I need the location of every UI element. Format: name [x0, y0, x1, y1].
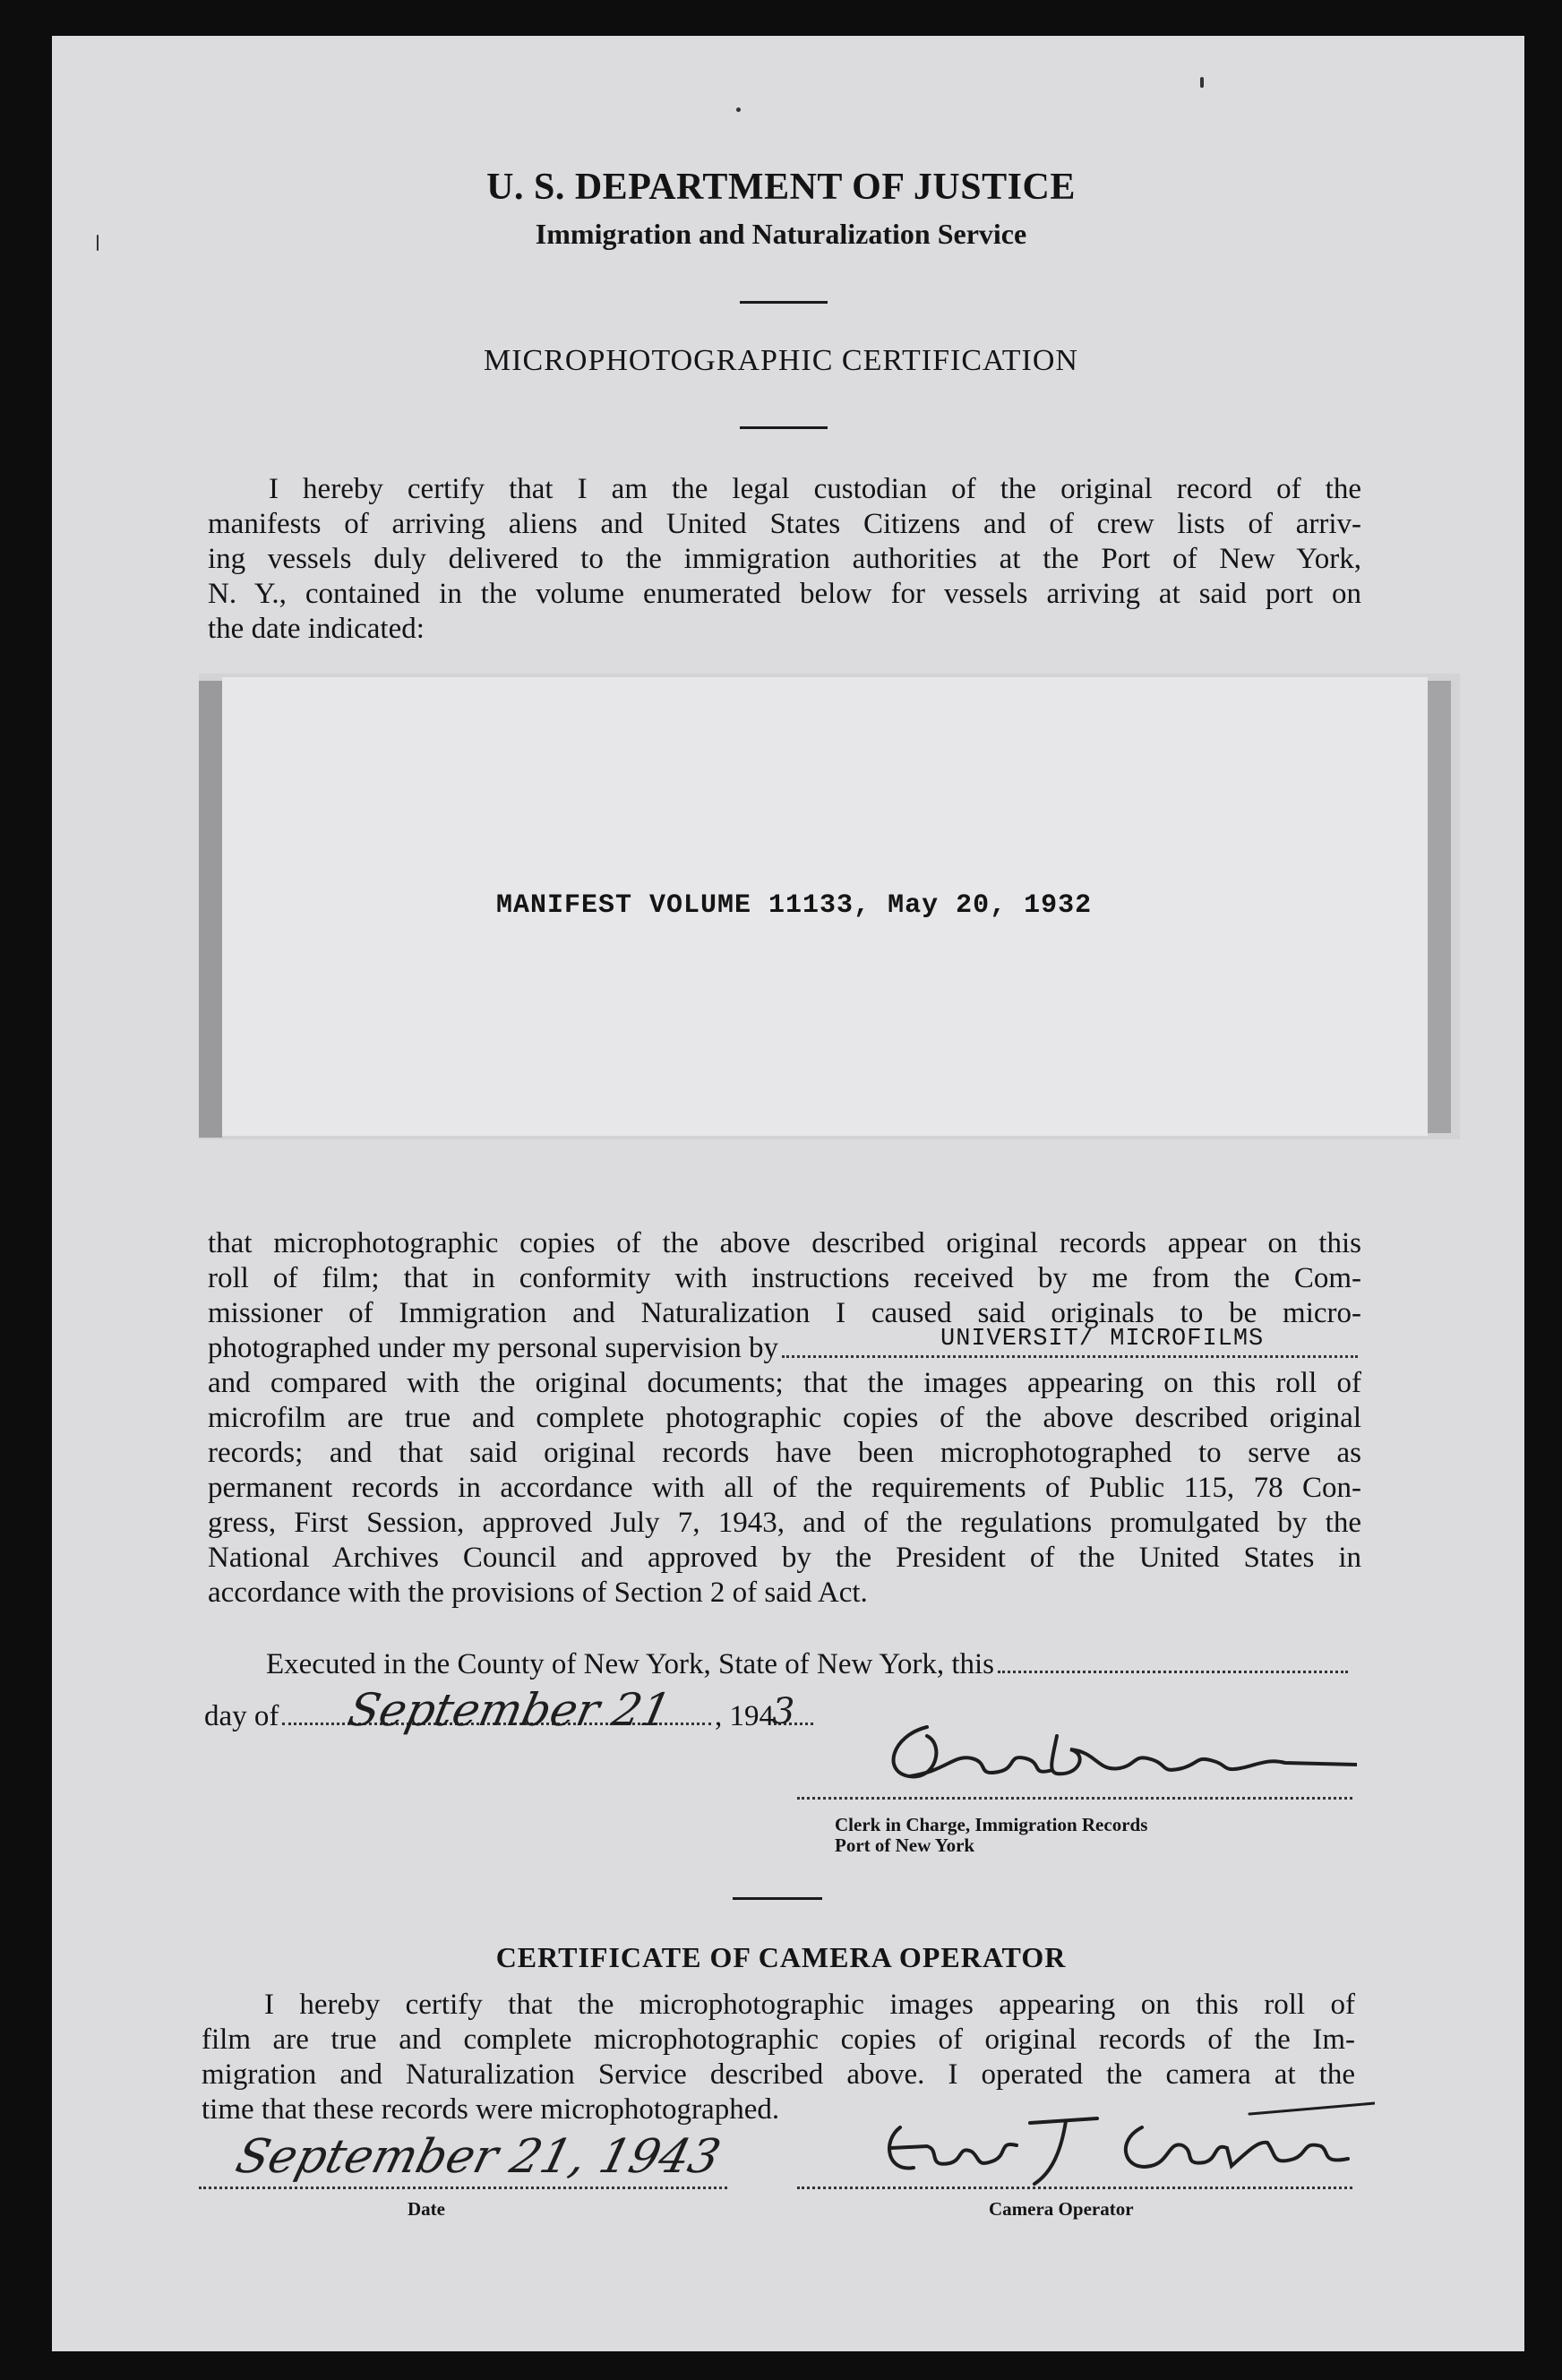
divider: [733, 1897, 822, 1900]
typed-supervisor-name: UNIVERSIT/ MICROFILMS: [940, 1326, 1265, 1353]
camera-operator-label: Camera Operator: [989, 2198, 1134, 2220]
divider: [740, 426, 828, 429]
text-line: accordance with the provisions of Section 2 of said Act.: [208, 1577, 868, 1609]
certification-heading: MICROPHOTOGRAPHIC CERTIFICATION: [483, 344, 1078, 377]
clerk-signature: [873, 1709, 1357, 1790]
strip-edge-right: [1428, 681, 1451, 1133]
year-prefix: , 194: [715, 1700, 774, 1732]
executed-line: [266, 1648, 1352, 1681]
document-subtitle: Immigration and Naturalization Service: [535, 218, 1027, 250]
divider: [740, 301, 828, 304]
supervision-text: photographed under my personal supervision by: [208, 1332, 778, 1364]
date-label: Date: [408, 2198, 445, 2220]
text-line: ing vessels duly delivered to the immigration authorities at the Port of New York,: [208, 543, 1361, 575]
text-line: microfilm are true and complete photographic copies of the above described original: [208, 1402, 1361, 1434]
certification-paragraph: [208, 1226, 1361, 1611]
text-line: migration and Naturalization Service described above. I operated the camera at the: [202, 2058, 1355, 2091]
film-speck: [736, 107, 741, 112]
fill-dots: [782, 1355, 1358, 1358]
text-line: the date indicated:: [208, 613, 425, 645]
signature-line: [797, 1797, 1352, 1800]
camera-operator-signature: [873, 2087, 1375, 2195]
document-title: U. S. DEPARTMENT OF JUSTICE: [486, 167, 1076, 208]
clerk-location: Port of New York: [835, 1834, 975, 1856]
film-speck: [1200, 77, 1204, 88]
handwritten-execution-date: September 21: [343, 1684, 676, 1736]
intro-paragraph: [208, 472, 1361, 647]
text-line: I hereby certify that I am the legal custodian of the original record of the: [269, 473, 1361, 505]
text-line: time that these records were microphotographed.: [202, 2093, 780, 2126]
text-line: missioner of Immigration and Naturalization I caused said originals to be micro-: [208, 1297, 1361, 1329]
text-line: film are true and complete microphotographic copies of original records of the Im-: [202, 2023, 1355, 2056]
handwritten-camera-date: September 21, 1943: [230, 2130, 726, 2184]
operator-line: [797, 2187, 1352, 2189]
camera-certificate-heading: CERTIFICATE OF CAMERA OPERATOR: [495, 1941, 1067, 1973]
clerk-title: Clerk in Charge, Immigration Records: [835, 1814, 1148, 1835]
day-of-text: day of: [204, 1700, 279, 1732]
fill-dots: [998, 1671, 1348, 1673]
text-line: I hereby certify that the microphotographic images appearing on this roll of: [264, 1989, 1355, 2021]
text-line: gress, First Session, approved July 7, 1943, and of the regulations promulgated by the: [208, 1507, 1361, 1539]
text-line: permanent records in accordance with all of the requirements of Public 115, 78 Con-: [208, 1472, 1361, 1504]
strip-edge-left: [199, 681, 222, 1138]
text-line: records; and that said original records have been microphotographed to serve as: [208, 1437, 1361, 1469]
text-line: roll of film; that in conformity with instructions received by me from the Com-: [208, 1262, 1361, 1294]
text-line: manifests of arriving aliens and United States Citizens and of crew lists of arriv-: [208, 508, 1361, 540]
handwritten-year-digit: 3: [772, 1691, 795, 1732]
text-line: N. Y., contained in the volume enumerated below for vessels arriving at said port on: [208, 578, 1361, 610]
text-line: National Archives Council and approved by the President of the United States in: [208, 1542, 1361, 1574]
executed-text: Executed in the County of New York, State of New York, this: [266, 1648, 995, 1680]
text-line: and compared with the original documents; that the images appearing on this roll of: [208, 1367, 1361, 1399]
manifest-volume-label: MANIFEST VOLUME 11133, May 20, 1932: [496, 890, 1093, 921]
text-line: that microphotographic copies of the above described original records appear on this: [208, 1227, 1361, 1259]
date-line: [199, 2187, 727, 2189]
